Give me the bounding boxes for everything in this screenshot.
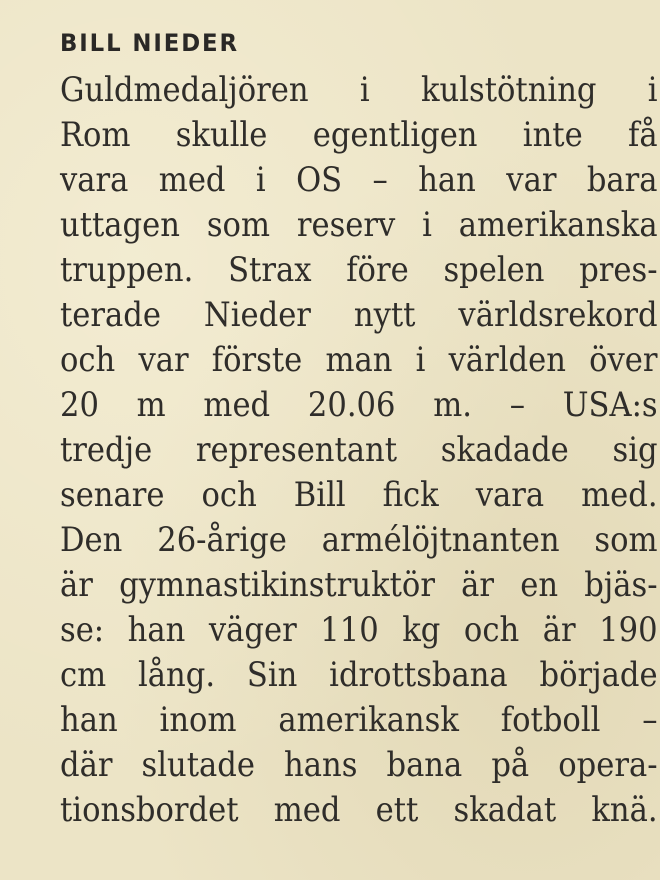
word: amerikanska	[458, 205, 658, 245]
text-line	[60, 608, 658, 653]
word: med.	[581, 475, 658, 515]
word: bara	[586, 160, 658, 200]
word: uttagen	[60, 205, 180, 245]
article-title: BILL NIEDER	[60, 29, 239, 57]
text-line	[60, 518, 658, 563]
text-line	[60, 788, 658, 833]
word: han	[60, 700, 118, 740]
word: förste	[211, 340, 303, 380]
word: på	[491, 745, 530, 785]
word: väger	[208, 610, 297, 650]
word: världen	[448, 340, 566, 380]
word: amerikansk	[278, 700, 459, 740]
word: m	[136, 385, 166, 425]
word: Guldmedaljören	[60, 70, 309, 110]
word: en	[520, 565, 559, 605]
word: man	[325, 340, 393, 380]
word: inom	[159, 700, 237, 740]
word: tredje	[60, 430, 153, 470]
word: OS	[296, 160, 343, 200]
text-line	[60, 698, 658, 743]
word: armélöjtnanten	[321, 520, 560, 560]
word: vara	[60, 160, 129, 200]
word: är	[542, 610, 576, 650]
word: tionsbordet	[60, 790, 239, 830]
text-line	[60, 113, 658, 158]
word: lång.	[137, 655, 216, 695]
word: –	[372, 160, 388, 200]
word: som	[206, 205, 270, 245]
word: Den	[60, 520, 123, 560]
word: 110	[320, 610, 379, 650]
word: senare	[60, 475, 165, 515]
word: truppen.	[60, 250, 194, 290]
word: kulstötning	[420, 70, 597, 110]
word: i	[415, 340, 426, 380]
word: var	[138, 340, 189, 380]
word: han	[127, 610, 186, 650]
word: med	[203, 385, 271, 425]
word: representant	[195, 430, 398, 470]
word: m.	[433, 385, 472, 425]
word: knä.	[591, 790, 658, 830]
word: USA:s	[562, 385, 658, 425]
text-line	[60, 203, 658, 248]
word: 190	[599, 610, 658, 650]
word: nytt	[353, 295, 416, 335]
word: 20	[60, 385, 99, 425]
word: över	[589, 340, 658, 380]
word: sig	[612, 430, 658, 470]
word: få	[628, 115, 658, 155]
word: terade	[60, 295, 161, 335]
text-line	[60, 383, 658, 428]
word: skulle	[175, 115, 268, 155]
word: bana	[386, 745, 463, 785]
word: och	[60, 340, 116, 380]
word: –	[642, 700, 658, 740]
word: som	[594, 520, 658, 560]
word: skadat	[453, 790, 557, 830]
text-line	[60, 743, 658, 788]
word: började	[539, 655, 658, 695]
word: är	[60, 565, 93, 605]
word: hans	[284, 745, 358, 785]
word: ett	[375, 790, 419, 830]
word: och	[201, 475, 257, 515]
text-line	[60, 338, 658, 383]
word: opera-	[558, 745, 658, 785]
word: bjäs-	[584, 565, 658, 605]
word: Rom	[60, 115, 131, 155]
word: Sin	[246, 655, 298, 695]
word: är	[461, 565, 495, 605]
word: kg	[402, 610, 441, 650]
word: –	[509, 385, 526, 425]
word: världsrekord	[458, 295, 658, 335]
word: gymnastikinstruktör	[119, 565, 435, 605]
word: Nieder	[203, 295, 311, 335]
text-line	[60, 248, 658, 293]
word: där	[60, 745, 113, 785]
word: pres-	[579, 250, 658, 290]
word: han	[418, 160, 476, 200]
word: slutade	[141, 745, 255, 785]
word: fick	[382, 475, 439, 515]
word: Strax	[228, 250, 312, 290]
word: 20.06	[307, 385, 396, 425]
article-body	[60, 68, 658, 833]
text-line	[60, 428, 658, 473]
word: se:	[60, 610, 105, 650]
word: spelen	[443, 250, 545, 290]
word: 26-årige	[157, 520, 287, 560]
text-line	[60, 563, 658, 608]
word: i	[422, 205, 432, 245]
word: cm	[60, 655, 107, 695]
word: var	[506, 160, 557, 200]
word: i	[359, 70, 370, 110]
text-line	[60, 68, 658, 113]
word: i	[647, 70, 658, 110]
text-line	[60, 158, 658, 203]
article	[60, 28, 658, 833]
word: egentligen	[312, 115, 478, 155]
word: vara	[475, 475, 545, 515]
word: med	[158, 160, 226, 200]
word: före	[346, 250, 409, 290]
word: reserv	[296, 205, 396, 245]
text-line	[60, 473, 658, 518]
text-line	[60, 653, 658, 698]
word: skadade	[440, 430, 569, 470]
text-line	[60, 293, 658, 338]
word: och	[463, 610, 520, 650]
word: fotboll	[500, 700, 601, 740]
word: inte	[522, 115, 583, 155]
word: idrottsbana	[329, 655, 508, 695]
word: Bill	[293, 475, 346, 515]
word: i	[255, 160, 266, 200]
word: med	[273, 790, 341, 830]
